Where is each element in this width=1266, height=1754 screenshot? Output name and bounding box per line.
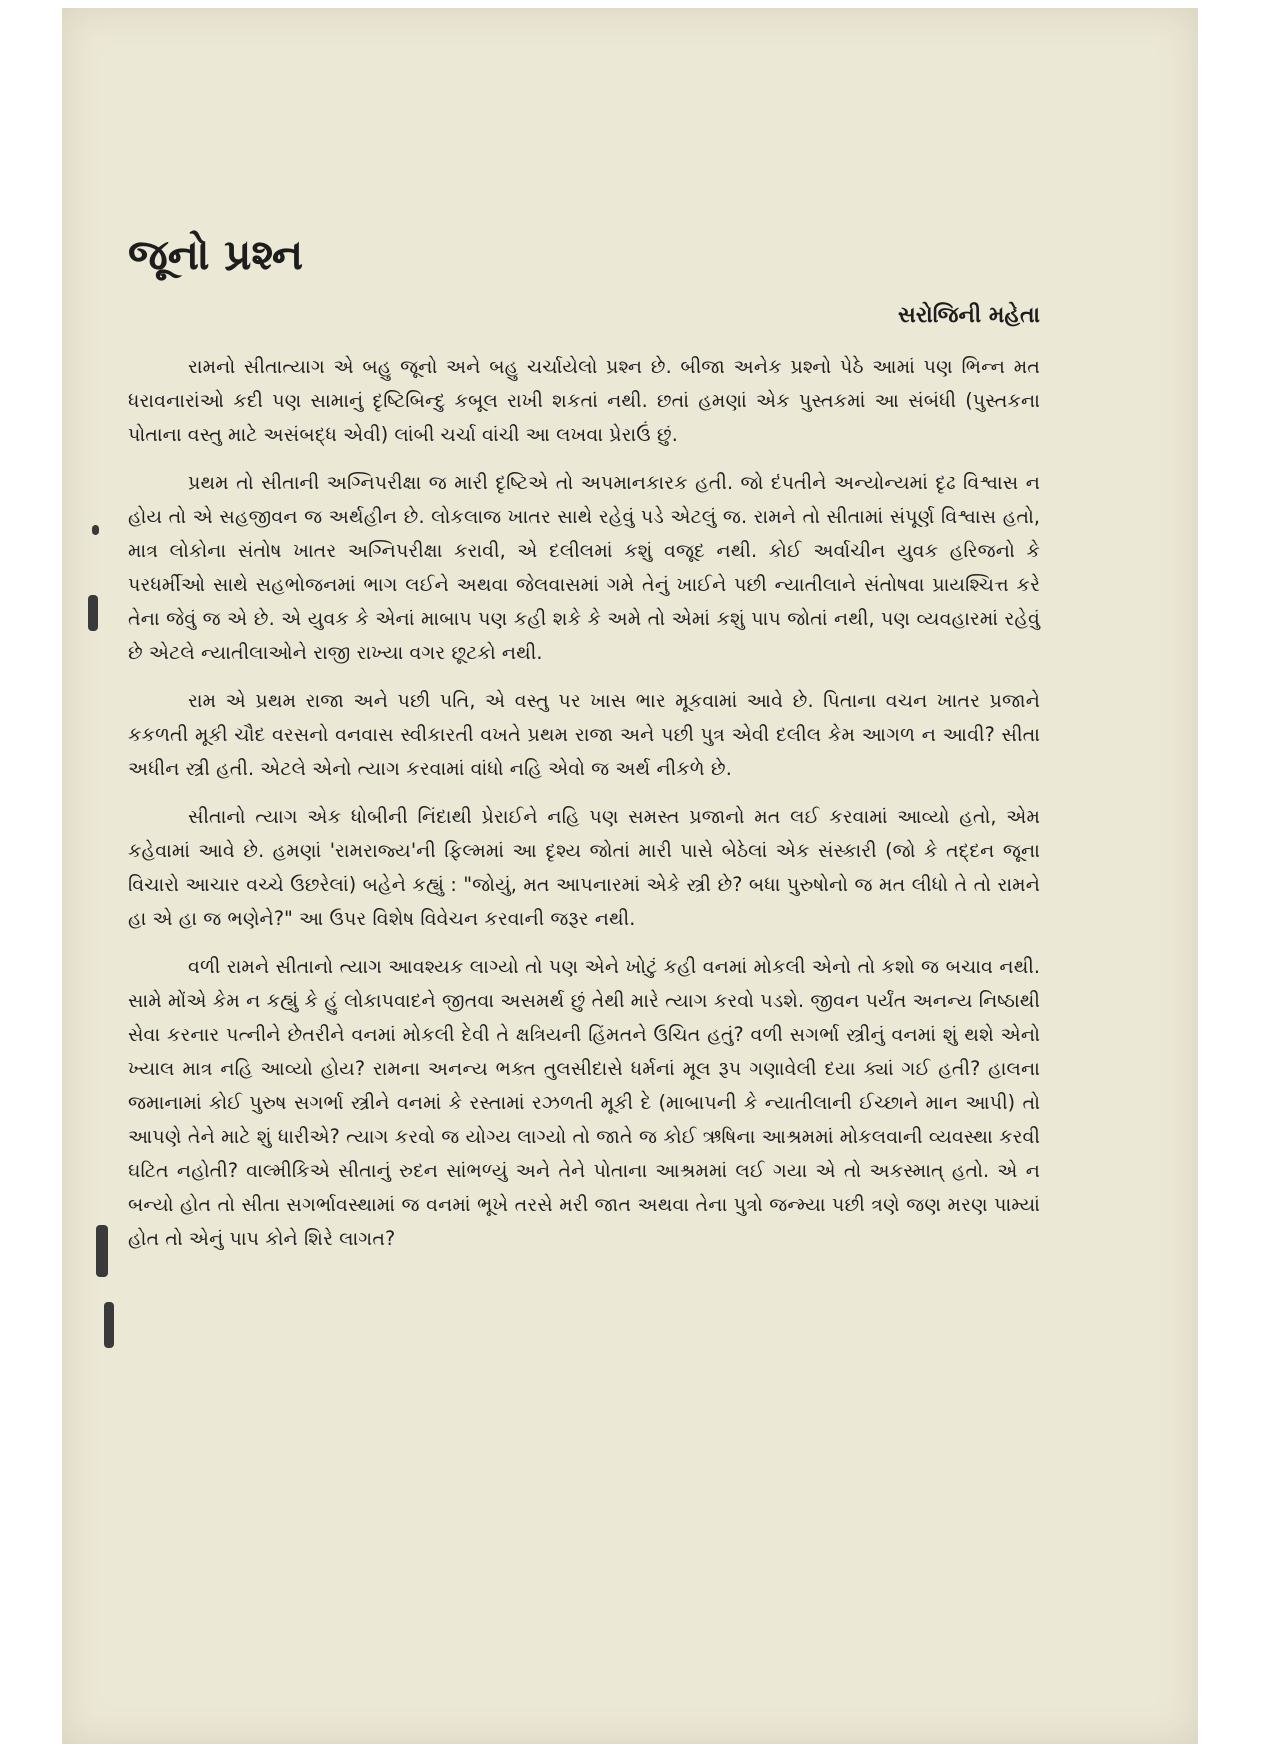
paragraph: વળી રામને સીતાનો ત્યાગ આવશ્યક લાગ્યો તો પણ એને ખોટું કહી વનમાં મોકલી એનો તો કશો જ બચાવ નથી. સામે મોંએ કેમ ન કહ્યું કે હું લોકાપવાદને જીતવા અસમર્થ છું તેથી મારે ત્યાગ કરવો પડશે. જીવન પર્યંત અનન્ય નિષ્ઠાથી સેવા કરનાર પત્નીને છેતરીને વનમાં મોકલી દેવી તે ક્ષત્રિયની હિંમતને ઉચિત હતું? વળી સગર્ભા સ્ત્રીનું વનમાં શું થશે એનો ખ્યાલ માત્ર નહિ આવ્યો હોય? રામના અનન્ય ભક્ત તુલસીદાસે ધર્મનાં મૂલ રૂપ ગણાવેલી દયા ક્યાં ગઈ હતી? હાલના જમાનામાં કોઈ પુરુષ સગર્ભા સ્ત્રીને વનમાં કે રસ્તામાં રઝળતી મૂકી દે (માબાપની કે ન્યાતીલાની ઈચ્છાને માન આપી) તો આપણે તેને માટે શું ધારીએ? ત્યાગ કરવો જ યોગ્ય લાગ્યો તો જાતે જ કોઈ ઋષિના આશ્રમમાં મોકલવાની વ્યવસ્થા કરવી ઘટિત નહોતી? વાલ્મીકિએ સીતાનું રુદન સાંભળ્યું અને તેને પોતાના આશ્રમમાં લઈ ગયા એ તો અકસ્માત્ હતો. એ ન બન્યો હોત તો સીતા સગર્ભાવસ્થામાં જ વનમાં ભૂખે તરસે મરી જાત અથવા તેના પુત્રો જન્મ્યા પછી ત્રણે જણ મરણ પામ્યાં હોત તો એનું પાપ કોને શિરે લાગત? [128,955,1040,1250]
paragraph: રામનો સીતાત્યાગ એ બહુ જૂનો અને બહુ ચર્ચાયેલો પ્રશ્ન છે. બીજા અનેક પ્રશ્નો પેઠે આમાં પણ ભિન્ન મત ધરાવનારાંઓ કદી પણ સામાનું દૃષ્ટિબિન્દુ કબૂલ રાખી શકતાં નથી. છતાં હમણાં એક પુસ્તકમાં આ સંબંધી (પુસ્તકના પોતાના વસ્તુ માટે અસંબદ્ધ એવી) લાંબી ચર્ચા વાંચી આ લખવા પ્રેરાઉં છું. [128,355,1040,446]
binding-hole-mark [92,525,99,535]
binding-hole-mark [88,595,98,631]
paragraph: રામ એ પ્રથમ રાજા અને પછી પતિ, એ વસ્તુ પર ખાસ ભાર મૂકવામાં આવે છે. પિતાના વચન ખાતર પ્રજાને કકળતી મૂકી ચૌદ વરસનો વનવાસ સ્વીકારતી વખતે પ્રથમ રાજા અને પછી પુત્ર એવી દલીલ કેમ આગળ ન આવી? સીતા અધીન સ્ત્રી હતી. એટલે એનો ત્યાગ કરવામાં વાંધો નહિ એવો જ અર્થ નીકળે છે. [128,689,1040,780]
binding-hole-mark [96,1225,108,1277]
article-title: જૂનો પ્રશ્ન [128,230,304,279]
paragraph: સીતાનો ત્યાગ એક ધોબીની નિંદાથી પ્રેરાઈને નહિ પણ સમસ્ત પ્રજાનો મત લઈ કરવામાં આવ્યો હતો, એમ કહેવામાં આવે છે. હમણાં 'રામરાજ્ય'ની ફિલ્મમાં આ દૃશ્ય જોતાં મારી પાસે બેઠેલાં એક સંસ્કારી (જો કે તદ્દન જૂના વિચારો આચાર વચ્ચે ઉછરેલાં) બહેને કહ્યું : "જોયું, મત આપનારમાં એકે સ્ત્રી છે? બધા પુરુષોનો જ મત લીધો તે તો રામને હા એ હા જ ભણેને?" આ ઉપર વિશેષ વિવેચન કરવાની જરૂર નથી. [128,805,1040,930]
binding-hole-mark [104,1302,114,1348]
author-name: સરોજિની મહેતા [898,303,1040,328]
paragraph: પ્રથમ તો સીતાની અગ્નિપરીક્ષા જ મારી દૃષ્ટિએ તો અપમાનકારક હતી. જો દંપતીને અન્યોન્યમાં દૃઢ વિશ્વાસ ન હોય તો એ સહજીવન જ અર્થહીન છે. લોકલાજ ખાતર સાથે રહેવું પડે એટલું જ. રામને તો સીતામાં સંપૂર્ણ વિશ્વાસ હતો, માત્ર લોકોના સંતોષ ખાતર અગ્નિપરીક્ષા કરાવી, એ દલીલમાં કશું વજૂદ નથી. કોઈ અર્વાચીન યુવક હરિજનો કે પરધર્મીઓ સાથે સહભોજનમાં ભાગ લઈને અથવા જેલવાસમાં ગમે તેનું ખાઈને પછી ન્યાતીલાને સંતોષવા પ્રાયશ્ચિત્ત કરે તેના જેવું જ એ છે. એ યુવક કે એનાં માબાપ પણ કહી શકે કે અમે તો એમાં કશું પાપ જોતાં નથી, પણ વ્યવહારમાં રહેવું છે એટલે ન્યાતીલાઓને રાજી રાખ્યા વગર છૂટકો નથી. [128,471,1040,664]
article-body [128,350,1040,1270]
